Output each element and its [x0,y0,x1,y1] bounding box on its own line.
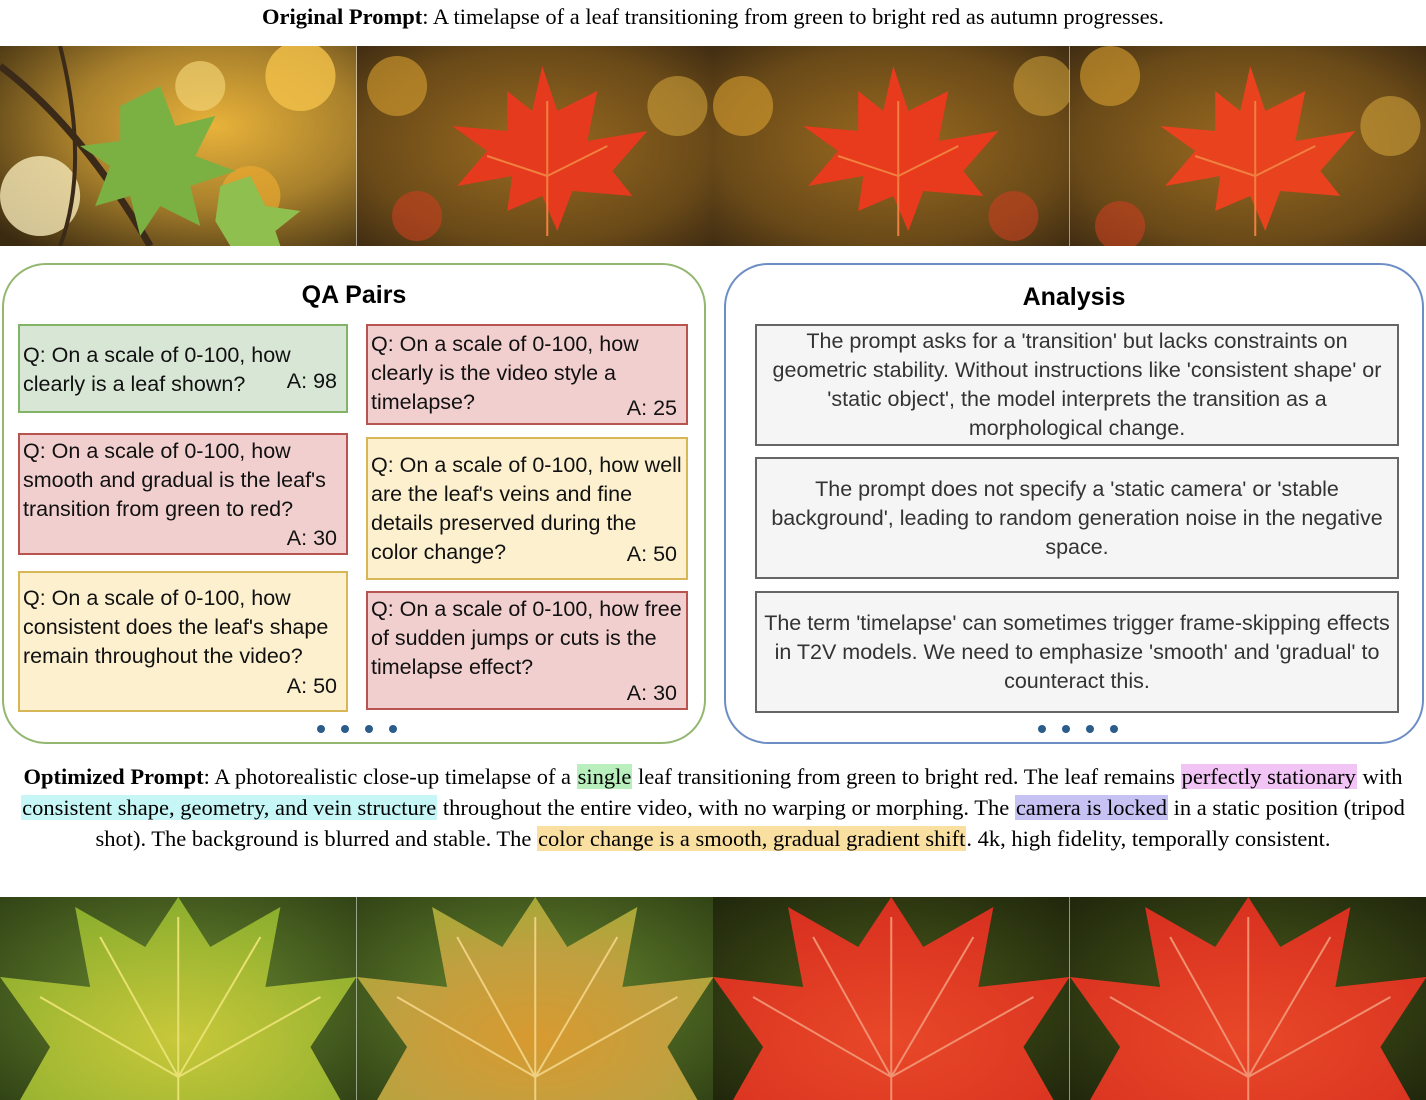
original-frame-3 [713,46,1070,246]
optimized-frame-1 [0,897,357,1100]
optimized-prompt-label: Optimized Prompt [23,764,204,789]
leaf-photo-green-branch [0,46,357,246]
prompt-segment: with [1356,764,1403,789]
analysis-panel [724,263,1424,744]
qa-pairs-panel [2,263,706,744]
original-frame-2 [357,46,714,246]
analysis-item [755,324,1399,446]
qa-question: Q: On a scale of 0-100, how consistent does the leaf's shape remain throughout the video? [23,586,329,668]
analysis-item [755,457,1399,579]
leaf-photo-red-final [1070,897,1426,1100]
original-video-frames [0,46,1426,246]
more-items-ellipsis [317,725,397,733]
leaf-photo-red-2 [713,46,1070,246]
highlight-color-change: color change is a smooth, gradual gradient shift [538,826,966,851]
leaf-photo-red-3 [1070,46,1426,246]
qa-pair-card [366,591,688,710]
leaf-photo-red-1 [357,46,714,246]
original-frame-4 [1070,46,1426,246]
qa-question: Q: On a scale of 0-100, how free of sudden jumps or cuts is the timelapse effect? [371,597,682,679]
original-prompt-label: Original Prompt [262,4,423,29]
prompt-segment: . 4k, high fidelity, temporally consistent. [966,826,1331,851]
qa-pair-card [18,571,348,712]
highlight-stationary: perfectly stationary [1181,764,1356,789]
qa-question: Q: On a scale of 0-100, how clearly is a leaf shown? [23,343,291,396]
qa-pair-card [18,324,348,413]
analysis-text: The prompt asks for a 'transition' but lacks constraints on geometric stability. Without instructions like 'consistent shape' or 'static object', the model interprets the transition as a morphological change. [772,329,1382,440]
leaf-photo-red [713,897,1070,1100]
highlight-consistent-shape: consistent shape, geometry, and vein structure [22,795,437,820]
original-prompt [0,4,1426,30]
original-frame-1 [0,46,357,246]
leaf-photo-green [0,897,357,1100]
qa-answer: A: 30 [626,681,677,705]
highlight-single: single [577,764,632,789]
prompt-segment: leaf transitioning from green to bright red. The leaf remains [632,764,1181,789]
optimized-prompt [18,761,1408,854]
qa-question: Q: On a scale of 0-100, how well are the leaf's veins and fine details preserved during the color change? [371,453,682,564]
highlight-camera-locked: camera is locked [1015,795,1167,820]
optimized-frame-3 [713,897,1070,1100]
prompt-segment: : A photorealistic close-up timelapse of a [203,764,577,789]
qa-answer: A: 50 [626,542,677,566]
analysis-text: The term 'timelapse' can sometimes trigger frame-skipping effects in T2V models. We need to emphasize 'smooth' and 'gradual' to counteract this. [764,610,1390,693]
qa-answer: A: 50 [286,674,337,698]
qa-pair-card [366,324,688,425]
qa-pair-card [18,433,348,555]
qa-answer: A: 25 [626,396,677,420]
analysis-title: Analysis [1022,283,1126,311]
qa-question: Q: On a scale of 0-100, how clearly is the video style a timelapse? [371,332,639,414]
optimized-frame-2 [357,897,714,1100]
qa-pair-card [366,437,688,580]
more-items-ellipsis [1038,725,1118,733]
optimized-frame-4 [1070,897,1426,1100]
qa-answer: A: 98 [286,369,337,393]
prompt-segment: throughout the entire video, with no warping or morphing. The [437,795,1015,820]
qa-pairs-title: QA Pairs [301,281,407,309]
original-prompt-text: : A timelapse of a leaf transitioning from green to bright red as autumn progresses. [422,4,1164,29]
prompt-segment: in a static position (tripod shot). The background is blurred and stable. The [95,795,1405,851]
optimized-video-frames [0,897,1426,1100]
qa-answer: A: 30 [286,526,337,550]
analysis-text: The prompt does not specify a 'static camera' or 'stable background', leading to random generation noise in the negative space. [771,476,1383,559]
leaf-photo-orange [357,897,714,1100]
analysis-item [755,591,1399,713]
qa-question: Q: On a scale of 0-100, how smooth and gradual is the leaf's transition from green to red? [23,439,326,521]
